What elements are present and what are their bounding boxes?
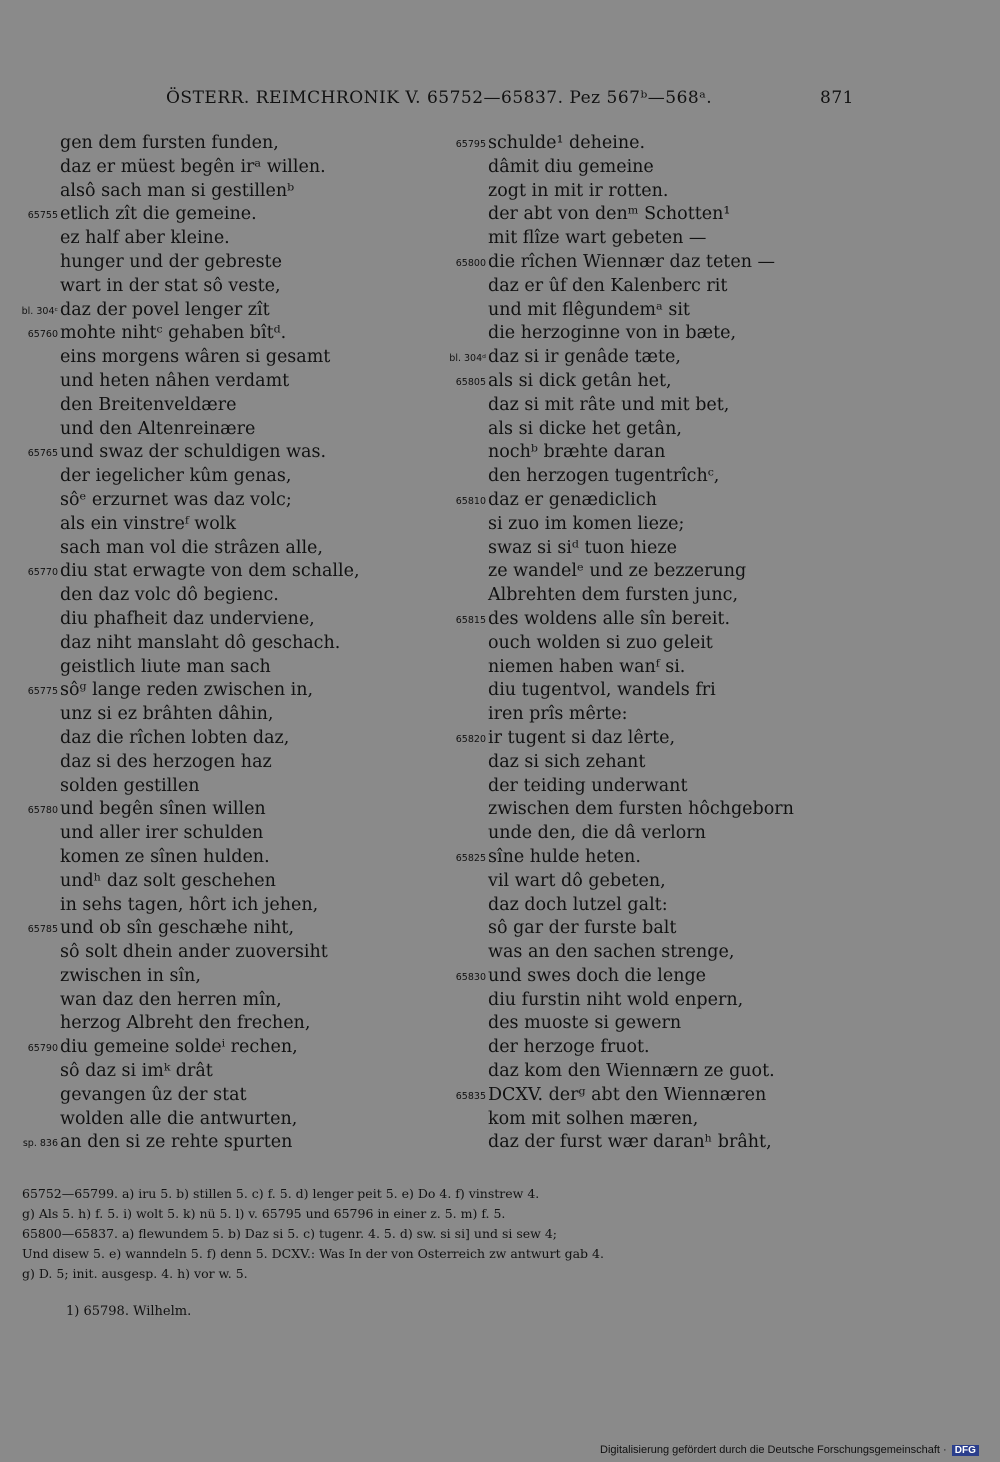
line-number: 65810 — [455, 495, 486, 507]
verse-text: diu phafheit daz underviene, — [60, 608, 315, 629]
verse-text: sô gar der furste balt — [488, 918, 677, 939]
verse-text: des muoste si gewern — [488, 1013, 682, 1034]
verse-text: daz der furst wær daranʰ brâht, — [488, 1132, 772, 1153]
verse-text: ir tugent si daz lêrte, — [488, 727, 676, 748]
footnote-line: 65752—65799. a) iru 5. b) stillen 5. c) f. 5. d) lenger peit 5. e) Do 4. f) vinstrew 4. — [22, 1186, 540, 1201]
verse-line — [0, 1060, 450, 1084]
verse-line — [0, 441, 450, 465]
verse-line — [440, 989, 960, 1013]
verse-line — [440, 370, 960, 394]
verse-text: Albrehten dem fursten junc, — [488, 585, 739, 606]
verse-line — [440, 727, 960, 751]
verse-line — [0, 775, 450, 799]
verse-line — [440, 1108, 960, 1132]
verse-text: diu tugentvol, wandels fri — [488, 680, 716, 701]
verse-line — [440, 679, 960, 703]
verse-line — [440, 703, 960, 727]
verse-line — [440, 560, 960, 584]
line-number: 65805 — [455, 376, 486, 388]
verse-text: diu gemeine soldeⁱ rechen, — [60, 1037, 298, 1058]
verse-text: als si dick getân het, — [488, 370, 672, 391]
verse-text: sîne hulde heten. — [488, 846, 641, 867]
verse-line — [0, 251, 450, 275]
verse-line — [0, 822, 450, 846]
verse-text: etlich zît die gemeine. — [60, 204, 257, 225]
verse-text: daz si des herzogen haz — [60, 751, 272, 772]
verse-line — [0, 299, 450, 323]
verse-line — [440, 203, 960, 227]
verse-line — [440, 227, 960, 251]
verse-line — [0, 727, 450, 751]
verse-line — [0, 870, 450, 894]
verse-text: sach man vol die strâzen alle, — [60, 537, 323, 558]
line-number: bl. 304ᶜ — [21, 305, 58, 317]
verse-line — [0, 703, 450, 727]
verse-line — [0, 132, 450, 156]
line-number: 65795 — [455, 139, 486, 150]
verse-text: zwischen dem fursten hôchgeborn — [488, 799, 794, 820]
verse-text: die herzoginne von in bæte, — [488, 323, 737, 344]
verse-line — [440, 941, 960, 965]
verse-line — [440, 537, 960, 561]
verse-text: gevangen ûz der stat — [60, 1084, 247, 1105]
verse-text: zwischen in sîn, — [60, 965, 201, 986]
verse-text: den daz volc dô begienc. — [60, 585, 279, 606]
verse-line — [440, 917, 960, 941]
verse-text: ez half aber kleine. — [60, 228, 230, 249]
verse-line — [0, 608, 450, 632]
verse-line — [0, 537, 450, 561]
verse-text: diu furstin niht wold enpern, — [488, 989, 744, 1010]
line-number: sp. 836 — [22, 1138, 58, 1150]
verse-text: unz si ez brâhten dâhin, — [60, 704, 274, 725]
verse-line — [0, 894, 450, 918]
dfg-credit — [600, 1444, 979, 1456]
page-number: 871 — [820, 88, 854, 108]
verse-text: si zuo im komen lieze; — [488, 513, 685, 534]
verse-line — [0, 965, 450, 989]
verse-line — [0, 584, 450, 608]
verse-text: und aller irer schulden — [60, 823, 264, 844]
verse-text: zogt in mit ir rotten. — [488, 180, 669, 201]
critical-apparatus — [22, 1184, 857, 1284]
verse-line — [440, 251, 960, 275]
verse-text: daz si mit râte und mit bet, — [488, 394, 730, 415]
verse-text: daz er müest begên irᵃ willen. — [60, 156, 326, 177]
line-number: 65755 — [27, 210, 58, 222]
verse-line — [440, 608, 960, 632]
verse-text: undʰ daz solt geschehen — [60, 870, 276, 891]
verse-text: swaz si siᵈ tuon hieze — [488, 537, 677, 558]
verse-line — [440, 846, 960, 870]
right-verse-column — [440, 132, 960, 1155]
verse-line — [0, 989, 450, 1013]
verse-line — [0, 370, 450, 394]
verse-text: unde den, die dâ verlorn — [488, 823, 706, 844]
footnote-line: g) D. 5; init. ausgesp. 4. h) vor w. 5. — [22, 1266, 248, 1281]
footnote-line: Und disew 5. e) wanndeln 5. f) denn 5. DCXV.: Was In der von Osterreich zw antwurt gab 4. — [22, 1246, 604, 1261]
verse-text: daz er genædiclich — [488, 489, 657, 510]
verse-text: daz si ir genâde tæte, — [488, 347, 681, 368]
line-number: 65790 — [27, 1043, 58, 1055]
verse-line — [0, 156, 450, 180]
verse-text: der teiding underwant — [488, 775, 688, 796]
verse-line — [0, 203, 450, 227]
verse-line — [440, 156, 960, 180]
verse-text: eins morgens wâren si gesamt — [60, 347, 331, 368]
verse-text: mohte nihtᶜ gehaben bîtᵈ. — [60, 323, 287, 344]
verse-line — [0, 1036, 450, 1060]
verse-line — [440, 394, 960, 418]
line-number: 65825 — [455, 852, 486, 864]
verse-text: an den si ze rehte spurten — [60, 1132, 293, 1153]
verse-line — [0, 418, 450, 442]
verse-line — [440, 632, 960, 656]
verse-line — [0, 1084, 450, 1108]
verse-line — [440, 513, 960, 537]
verse-text: daz kom den Wiennærn ze guot. — [488, 1061, 775, 1082]
verse-text: und swes doch die lenge — [488, 965, 707, 986]
verse-line — [0, 322, 450, 346]
line-number: bl. 304ᵈ — [449, 353, 486, 365]
verse-line — [440, 822, 960, 846]
verse-text: als si dicke het getân, — [488, 418, 682, 439]
verse-line — [0, 560, 450, 584]
verse-line — [440, 751, 960, 775]
verse-line — [0, 917, 450, 941]
verse-line — [440, 489, 960, 513]
left-verse-column — [0, 132, 450, 1155]
verse-text: wart in der stat sô veste, — [60, 275, 281, 296]
verse-line — [0, 394, 450, 418]
verse-text: komen ze sînen hulden. — [60, 846, 270, 867]
verse-line — [0, 679, 450, 703]
verse-line — [440, 322, 960, 346]
verse-line — [440, 180, 960, 204]
footnote-line: 65800—65837. a) flewundem 5. b) Daz si 5. c) tugenr. 4. 5. d) sw. si si] und si sew 4; — [22, 1226, 558, 1241]
verse-line — [0, 1108, 450, 1132]
verse-text: der abt von denᵐ Schotten¹ — [488, 204, 731, 225]
verse-line — [440, 656, 960, 680]
verse-text: gen dem fursten funden, — [60, 133, 279, 153]
verse-text: als ein vinstreᶠ wolk — [60, 513, 237, 534]
verse-text: daz niht manslaht dô geschach. — [60, 632, 341, 653]
running-title: ÖSTERR. REIMCHRONIK V. 65752—65837. Pez 567ᵇ—568ᵃ. — [166, 88, 713, 108]
verse-text: was an den sachen strenge, — [488, 942, 735, 963]
verse-line — [440, 1036, 960, 1060]
verse-line — [0, 751, 450, 775]
verse-text: sôᵍ lange reden zwischen in, — [60, 680, 314, 701]
verse-text: kom mit solhen mæren, — [488, 1108, 699, 1129]
verse-text: dâmit diu gemeine — [488, 156, 654, 177]
verse-line — [440, 1131, 960, 1155]
line-number: 65765 — [27, 448, 58, 460]
verse-line — [0, 656, 450, 680]
verse-text: ze wandelᵉ und ze bezzerung — [488, 561, 747, 582]
line-number: 65800 — [455, 257, 486, 269]
verse-text: DCXV. derᵍ abt den Wiennæren — [488, 1084, 767, 1105]
verse-text: mit flîze wart gebeten — — [488, 228, 707, 249]
verse-text: den herzogen tugentrîchᶜ, — [488, 466, 720, 487]
verse-text: wan daz den herren mîn, — [60, 989, 282, 1010]
line-number: 65820 — [455, 733, 486, 745]
verse-text: und ob sîn geschæhe niht, — [60, 918, 295, 939]
verse-text: der iegelicher kûm genas, — [60, 466, 292, 487]
line-number: 65785 — [27, 924, 58, 936]
editorial-note: 1) 65798. Wilhelm. — [66, 1304, 192, 1319]
verse-text: niemen haben wanᶠ si. — [488, 656, 686, 677]
verse-line — [0, 489, 450, 513]
verse-line — [0, 180, 450, 204]
verse-text: daz die rîchen lobten daz, — [60, 727, 290, 748]
footnote-line: g) Als 5. h) f. 5. i) wolt 5. k) nü 5. l) v. 65795 und 65796 in einer z. 5. m) f. 5. — [22, 1206, 506, 1221]
verse-line — [440, 132, 960, 156]
verse-text: daz doch lutzel galt: — [488, 894, 668, 915]
verse-text: sô solt dhein ander zuoversiht — [60, 942, 328, 963]
verse-line — [0, 798, 450, 822]
verse-text: iren prîs mêrte: — [488, 704, 628, 725]
verse-text: und swaz der schuldigen was. — [60, 442, 327, 463]
verse-line — [0, 846, 450, 870]
verse-text: der herzoge fruot. — [488, 1037, 650, 1058]
verse-line — [440, 299, 960, 323]
line-number: 65760 — [27, 329, 58, 341]
verse-text: geistlich liute man sach — [60, 656, 271, 677]
verse-line — [0, 632, 450, 656]
verse-line — [0, 941, 450, 965]
verse-text: solden gestillen — [60, 775, 200, 796]
verse-text: alsô sach man si gestillenᵇ — [60, 180, 295, 201]
verse-line — [440, 775, 960, 799]
verse-line — [0, 465, 450, 489]
verse-line — [0, 346, 450, 370]
verse-text: vil wart dô gebeten, — [488, 870, 666, 891]
verse-text: und den Altenreinære — [60, 418, 256, 439]
verse-line — [0, 513, 450, 537]
dfg-credit-text: Digitalisierung gefördert durch die Deutsche Forschungsgemeinschaft · — [600, 1444, 947, 1456]
verse-text: sôᵉ erzurnet was daz volc; — [60, 489, 292, 510]
verse-line — [440, 798, 960, 822]
verse-text: ouch wolden si zuo geleit — [488, 632, 713, 653]
verse-line — [440, 1012, 960, 1036]
verse-line — [440, 275, 960, 299]
line-number: 65775 — [27, 686, 58, 698]
verse-text: daz er ûf den Kalenberc rit — [488, 275, 728, 296]
line-number: 65835 — [455, 1090, 486, 1102]
verse-text: hunger und der gebreste — [60, 251, 282, 272]
verse-text: des woldens alle sîn bereit. — [488, 608, 731, 629]
line-number: 65830 — [455, 971, 486, 983]
verse-text: den Breitenveldære — [60, 394, 237, 415]
verse-line — [0, 1131, 450, 1155]
verse-text: wolden alle die antwurten, — [60, 1108, 298, 1129]
verse-text: diu stat erwagte von dem schalle, — [60, 561, 360, 582]
verse-line — [440, 965, 960, 989]
line-number: 65780 — [27, 805, 58, 817]
verse-line — [440, 1084, 960, 1108]
verse-line — [440, 584, 960, 608]
verse-text: sô daz si imᵏ drât — [60, 1061, 213, 1082]
verse-text: und mit flêgundemᵃ sit — [488, 299, 690, 320]
verse-line — [440, 418, 960, 442]
verse-line — [0, 1012, 450, 1036]
verse-text: in sehs tagen, hôrt ich jehen, — [60, 894, 319, 915]
verse-line — [0, 275, 450, 299]
verse-line — [440, 1060, 960, 1084]
verse-line — [440, 894, 960, 918]
verse-line — [440, 441, 960, 465]
line-number: 65770 — [27, 567, 58, 579]
verse-line — [0, 227, 450, 251]
line-number: 65815 — [455, 614, 486, 626]
verse-text: die rîchen Wiennær daz teten — — [488, 251, 776, 272]
verse-text: und heten nâhen verdamt — [60, 370, 290, 391]
verse-line — [440, 465, 960, 489]
verse-line — [440, 346, 960, 370]
running-header — [0, 88, 1000, 114]
verse-text: schulde¹ deheine. — [488, 133, 646, 153]
verse-text: daz si sich zehant — [488, 751, 646, 772]
verse-text: herzog Albreht den frechen, — [60, 1013, 311, 1034]
dfg-logo: DFG — [952, 1445, 979, 1456]
verse-text: daz der povel lenger zît — [60, 299, 270, 320]
verse-line — [440, 870, 960, 894]
verse-text: und begên sînen willen — [60, 799, 266, 820]
verse-text: nochᵇ bræhte daran — [488, 442, 666, 463]
